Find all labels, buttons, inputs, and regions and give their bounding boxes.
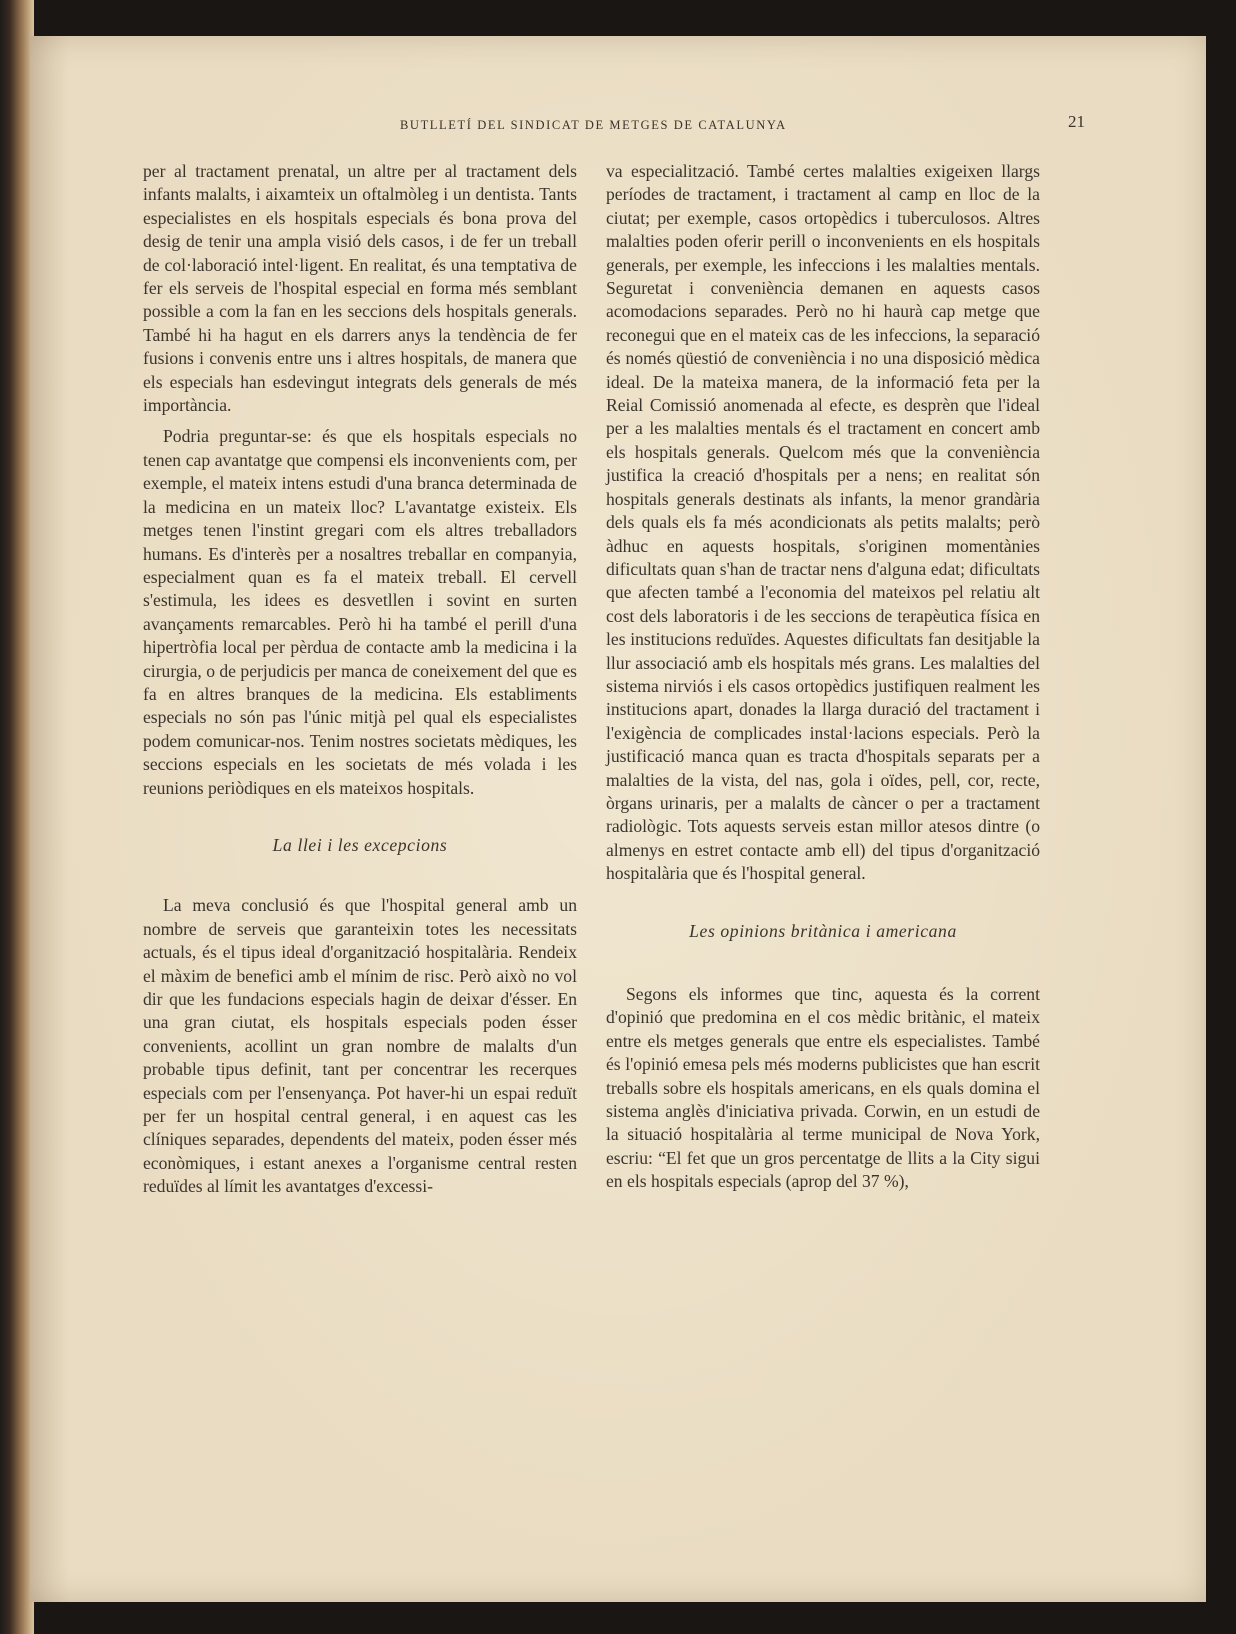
left-column xyxy=(143,160,577,1199)
page-header xyxy=(30,110,1206,140)
section-heading-opinions: Les opinions britànica i americana xyxy=(689,920,957,941)
page-number: 21 xyxy=(1068,112,1085,131)
scan-edge xyxy=(0,0,34,1634)
right-column xyxy=(606,160,1040,1194)
running-title: BUTLLETÍ DEL SINDICAT DE METGES DE CATALUNYA xyxy=(400,118,787,132)
right-paragraph-2: Segons els informes que tinc, aquesta és la corrent d'opinió que predomina en el cos mèdic britànic, el mateix entre els metges generals que entre els especialistes. També és l'opinió emesa pels més moderns publicistes que han escrit treballs sobre els hospitals americans, en els quals domina el sistema anglès d'iniciativa privada. Corwin, en un estudi de la situació hospitalària al terme municipal de Nova York, escriu: “El fet que un gros percentatge de llits a la City sigui en els hospitals especials (aprop del 37 %), xyxy=(606,984,1040,1192)
left-paragraph-2: Podria preguntar-se: és que els hospitals especials no tenen cap avantatge que compensi els inconvenients com, per exemple, el mateix intens estudi d'una branca determinada de la medicina en un mateix lloc? L'avantatge existeix. Els metges tenen l'instint gregari com els altres treballadors humans. Es d'interès per a nosaltres treballar en companyia, especialment quan es fa el mateix treball. El cervell s'estimula, les idees es desvetllen i sovint en surten avançaments remarcables. Però hi ha també el perill d'una hipertròfia local per pèrdua de contacte amb la medicina i la cirurgia, o de perjudicis per manca de coneixement del que es fa en altres branques de la medicina. Els establiments especials no són pas l'únic mitjà pel qual els especialistes podem comunicar-nos. Tenim nostres societats mèdiques, les seccions especials en les societats de més volada i les reunions periòdiques en els mateixos hospitals. xyxy=(143,426,577,798)
left-paragraph-1: per al tractament prenatal, un altre per al tractament dels infants malalts, i aixamteix un oftalmòleg i un dentista. Tants especialistes en els hospitals especials és bona prova del desig de tenir una ampla visió dels casos, i de fer un treball de col·laboració intel·ligent. En realitat, és una temptativa de fer els serveis de l'hospital especial en forma més semblant possible a com la fan en les seccions dels hospitals generals. També hi ha hagut en els darrers anys la tendència de fer fusions i convenis entre uns i altres hospitals, de manera que els especials han esdevingut integrats dels generals de més importància. xyxy=(143,161,577,416)
left-paragraph-3: La meva conclusió és que l'hospital general amb un nombre de serveis que garanteixin totes les necessitats actuals, és el tipus ideal d'organització hospitalària. Rendeix el màxim de benefici amb el mínim de risc. Però això no vol dir que les fundacions especials hagin de deixar d'ésser. En una gran ciutat, els hospitals especials poden ésser convenients, acollint un gran nombre de malalts d'un probable tipus definit, tant per concentrar les recerques especials com per l'ensenyança. Pot haver-hi un espai reduït per fer un hospital central general, i en aquest cas les clíniques separades, dependents del mateix, poden ésser més econòmiques, i estant anexes a l'organisme central resten reduïdes al límit les avantatges d'excessi- xyxy=(143,895,577,1197)
document-page xyxy=(30,36,1206,1602)
section-heading-exceptions: La llei i les excepcions xyxy=(272,834,448,855)
right-paragraph-1: va especialització. També certes malalties exigeixen llargs períodes de tractament, i tractament al camp en lloc de la ciutat; per exemple, casos ortopèdics i tuberculosos. Altres malalties poden oferir perill o inconvenients en els hospitals generals, per exemple, les infeccions i les malalties mentals. Seguretat i conveniència demanen en aquests casos acomodacions separades. Però no hi haurà cap metge que reconegui que en el mateix cas de les infeccions, la separació és només qüestió de conveniència i no una disposició mèdica ideal. De la mateixa manera, de la informació feta per la Reial Comissió anomenada al efecte, es desprèn que l'ideal per a les malalties mentals és el tractament en concert amb els hospitals generals. Quelcom més que la conveniència justifica la creació d'hospitals per a nens; en realitat són hospitals generals destinats als infants, la menor grandària dels quals els fa més acondicionats als petits malalts; però àdhuc en aquests hospitals, s'originen momentànies dificultats quan s'han de tractar nens d'alguna edat; dificultats que afecten també a l'economia del mateixos pel relatiu alt cost dels laboratoris i de les seccions de terapèutica física en les institucions reduïdes. Aquestes dificultats fan desitjable la llur associació amb els hospitals més grans. Les malalties del sistema nirviós i els casos ortopèdics justifiquen realment les institucions apart, donades la llarga duració del tractament i l'exigència de complicades instal·lacions especials. Però la justificació manca quan es tracta d'hospitals separats per a malalties de la vista, del nas, gola i oïdes, pell, cor, recte, òrgans urinaris, per a malalts de càncer o per a tractament radiològic. Tots aquests serveis estan millor atesos dintre (o almenys en estret contacte amb ell) del tipus d'organització hospitalària que és l'hospital general. xyxy=(606,161,1040,884)
